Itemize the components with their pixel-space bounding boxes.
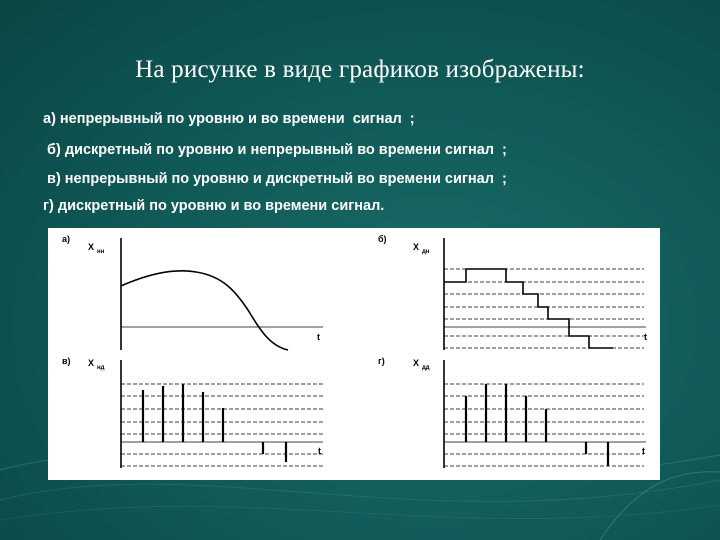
panel-b-level-lines: [444, 269, 644, 348]
option-a: а) непрерывный по уровню и во времени сигнал ;: [43, 111, 415, 127]
panel-d-axis: X: [413, 358, 420, 368]
signal-graphs-figure: [48, 228, 660, 480]
panel-b-sub: дн: [422, 249, 430, 255]
slide-title: На рисунке в виде графиков изображены:: [135, 56, 585, 83]
panel-a: [62, 234, 323, 350]
panel-c: [62, 356, 323, 468]
panel-b-t-label: t: [644, 332, 647, 342]
panel-d-t-label: t: [642, 446, 645, 456]
signal-graphs-svg: [48, 228, 660, 480]
panel-d-level-lines: [444, 384, 644, 466]
panel-b-axis: X: [413, 242, 420, 252]
panel-d: [378, 356, 646, 468]
panel-d-sub: дд: [422, 365, 430, 371]
panel-d-letter: г): [378, 356, 385, 366]
option-d: г) дискретный по уровню и во времени сигнал.: [43, 198, 385, 214]
panel-c-letter: в): [62, 356, 71, 366]
panel-c-sub: нд: [97, 365, 105, 371]
panel-b-letter: б): [378, 234, 387, 244]
panel-c-axis: X: [88, 358, 95, 368]
panel-a-axis: X: [88, 242, 95, 252]
option-b: б) дискретный по уровню и непрерывный во времени сигнал ;: [43, 142, 507, 158]
panel-a-sub: нн: [97, 249, 105, 255]
panel-a-t-label: t: [317, 332, 320, 342]
panel-a-letter: а): [62, 234, 71, 244]
panel-a-continuous-curve: [121, 271, 288, 350]
option-c: в) непрерывный по уровню и дискретный во времени сигнал ;: [43, 171, 507, 187]
panel-b: [378, 234, 647, 350]
panel-c-t-label: t: [318, 446, 321, 456]
